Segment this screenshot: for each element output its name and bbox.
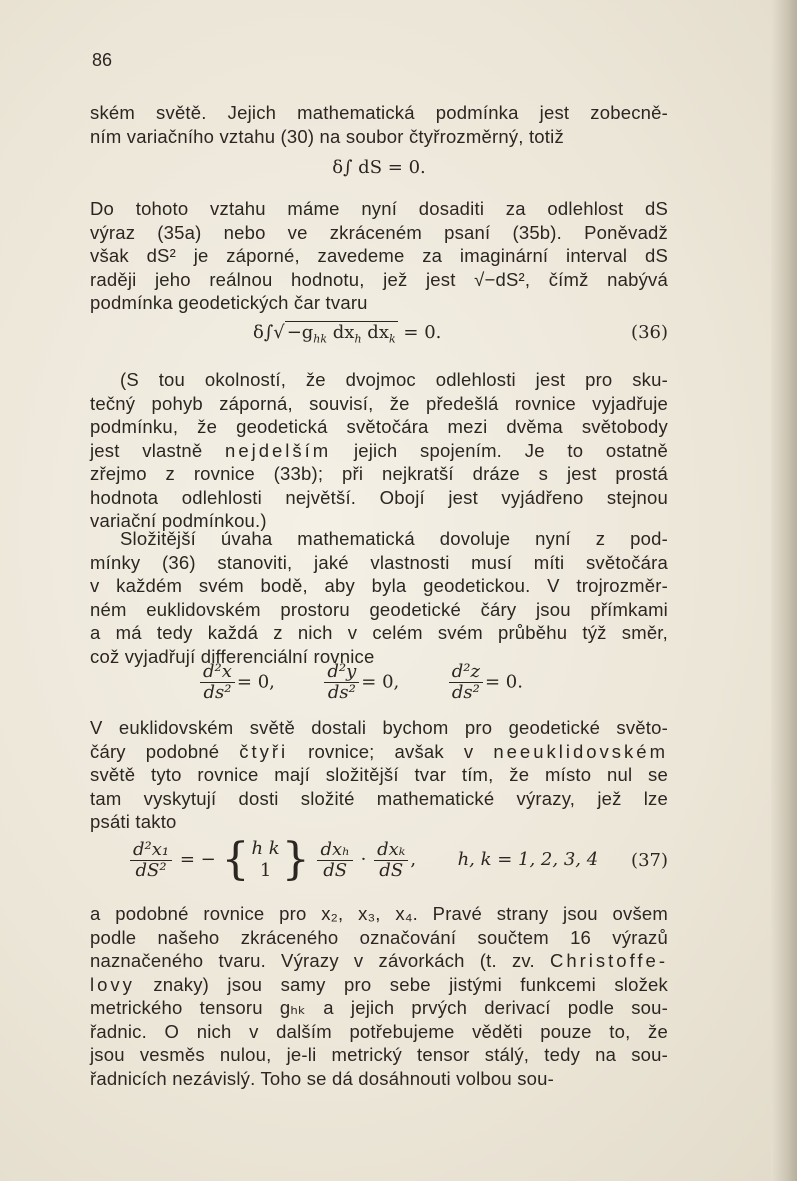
- equation-differential: [198, 662, 523, 703]
- text-line: a podobné rovnice pro x₂, x₃, x₄. Pravé strany jsou ovšem: [90, 903, 668, 924]
- emphasized-word: čtyři: [239, 740, 289, 762]
- text-line: psáti takto: [90, 811, 177, 832]
- equation-number-37: (37): [631, 850, 668, 871]
- paragraph-2: [90, 197, 668, 315]
- text-line: ském světě. Jejich mathematická podmínka jest zobecně-: [90, 102, 668, 123]
- text-line: Do tohoto vztahu máme nyní dosaditi za odlehlost dS: [90, 198, 668, 219]
- text-line: tam vyskytují dosti složité mathematické výrazy, jež lze: [90, 787, 668, 809]
- text-line: světě tyto rovnice mají složitější tvar tím, že místo nul se: [90, 764, 668, 785]
- equation-37: [90, 836, 668, 892]
- text-line: podmínka geodetických čar tvaru: [90, 292, 368, 313]
- text-line: V euklidovském světě dostali bychom pro geodetické světo-: [90, 717, 668, 738]
- fraction-lhs: [130, 840, 172, 881]
- emphasized-word: lovy: [90, 973, 135, 995]
- fraction-denominator: ds²: [451, 682, 480, 703]
- paragraph-3: [90, 368, 668, 533]
- text-line-emphasis: [90, 973, 668, 997]
- text-line: metrického tensoru gₕₖ a jejich prvých derivací podle sou-: [90, 997, 668, 1018]
- text-fragment: rovnice; avšak v: [308, 740, 474, 762]
- left-brace: {: [221, 834, 250, 885]
- christoffel-top: h k: [251, 838, 280, 859]
- fraction-numerator: dxₕ: [317, 840, 352, 861]
- text-line: v každém svém bodě, aby byla geodetickou. V trojrozměr-: [90, 575, 668, 596]
- fraction-denominator: dS²: [135, 859, 167, 881]
- text-line: tečný pohyb záporná, souvisí, že předešlá rovnice vyjadřuje: [90, 392, 668, 414]
- multiply-dot: ·: [360, 849, 367, 870]
- emphasized-word: neeuklidovském: [493, 740, 668, 762]
- text-line: (S tou okolností, že dvojmoc odlehlosti jest pro sku-: [120, 369, 668, 390]
- fraction-denominator: dS: [379, 859, 404, 881]
- eq36-sub-k: k: [388, 332, 396, 346]
- eq36-sub-h: h: [354, 332, 362, 346]
- text-line: ním variačního vztahu (30) na soubor čtyřrozměrný, totiž: [90, 125, 564, 147]
- fraction-numerator: dxₖ: [374, 840, 408, 861]
- text-line: řadnicích nezávislý. Toho se dá dosáhnouti volbou sou-: [90, 1067, 554, 1089]
- equation-number-36: (36): [631, 322, 668, 343]
- fraction-denominator: ds²: [203, 682, 232, 703]
- fraction-numerator: d²x: [200, 662, 235, 683]
- fraction-y: [324, 662, 359, 703]
- equals-zero: = 0,: [236, 671, 275, 693]
- text-line: variační podmínkou.): [90, 510, 267, 531]
- text-fragment: jejich spojením. Je to ostatně: [353, 439, 669, 461]
- equals-zero: = 0.: [484, 671, 523, 693]
- equation-variation: δ∫ dS = 0.: [332, 157, 426, 178]
- text-line: podle našeho zkráceného označování součtem 16 výrazů: [90, 926, 668, 948]
- eq36-dxh: dx: [332, 322, 355, 343]
- fraction-denominator: ds²: [327, 682, 356, 703]
- text-line: což vyjadřují differenciální rovnice: [90, 645, 375, 667]
- text-line: podmínku, že geodetická světočára mezi dvěma světobody: [90, 416, 668, 437]
- text-line: raději jeho reálnou hodnotu, jež jest √−dS², čímž nabývá: [90, 268, 668, 290]
- fraction-z: [449, 662, 483, 703]
- text-line: a má tedy každá z nich v celém svém průběhu týž směr,: [90, 622, 668, 643]
- eq36-sub-hk: hk: [313, 332, 328, 346]
- text-line: ném euklidovském prostoru geodetické čáry jsou přímkami: [90, 598, 668, 620]
- text-line-emphasis: [90, 439, 668, 463]
- text-line: jsou vesměs nulou, je-li metrický tensor stálý, tedy na sou-: [90, 1044, 668, 1065]
- text-line: však dS² je záporné, zavedeme za imaginární interval dS: [90, 245, 668, 266]
- text-fragment: naznačeného tvaru. Výrazy v závorkách (t. zv.: [90, 950, 535, 971]
- eq36-dxk: dx: [367, 322, 389, 343]
- fraction-dxh: [317, 840, 352, 881]
- comma: ,: [410, 849, 417, 870]
- equals-zero: = 0,: [361, 671, 400, 693]
- index-range: h, k = 1, 2, 3, 4: [457, 849, 599, 870]
- text-line: zřejmo z rovnice (33b); při nejkratší dráze s jest prostá: [90, 463, 668, 484]
- page-edge-shadow: [771, 0, 797, 1181]
- fraction-numerator: d²z: [449, 662, 483, 683]
- text-fragment: znaky) jsou samy pro sebe jistými funkcemi složek: [153, 973, 668, 995]
- fraction-numerator: d²y: [324, 662, 359, 683]
- eq36-lhs: δ∫√: [253, 322, 285, 343]
- christoffel-symbol: [251, 838, 279, 882]
- text-line-emphasis: [90, 949, 668, 973]
- text-line: mínky (36) stanoviti, jaké vlastnosti musí míti světočára: [90, 551, 668, 573]
- page-number: 86: [92, 50, 113, 70]
- fraction-dxk: [374, 840, 408, 881]
- fraction-numerator: d²x₁: [130, 840, 172, 861]
- text-line-emphasis: [90, 740, 668, 764]
- text-line: řadnic. O nich v dalším potřebujeme věděti pouze to, že: [90, 1020, 668, 1042]
- right-brace: }: [281, 834, 310, 885]
- emphasized-word: nejdelším: [225, 439, 332, 461]
- text-fragment: čáry podobné: [90, 740, 220, 762]
- paragraph-5: [90, 716, 668, 834]
- equals-minus: = −: [179, 849, 216, 870]
- eq36-radicand: −g: [286, 322, 314, 343]
- paragraph-4: [90, 527, 668, 668]
- text-line: výraz (35a) nebo ve zkráceném psaní (35b). Poněvadž: [90, 221, 668, 243]
- emphasized-word: Christoffe-: [550, 950, 668, 971]
- christoffel-bottom: 1: [259, 860, 272, 881]
- text-fragment: jest vlastně: [90, 439, 203, 461]
- text-line: hodnota odlehlosti největší. Obojí jest vyjádřeno stejnou: [90, 486, 668, 508]
- fraction-denominator: dS: [323, 859, 348, 881]
- paragraph-6: [90, 902, 668, 1090]
- paragraph-1: [90, 101, 668, 148]
- fraction-x: [200, 662, 235, 703]
- text-line: Složitější úvaha mathematická dovoluje nyní z pod-: [120, 528, 668, 549]
- eq36-rhs: = 0.: [403, 322, 442, 343]
